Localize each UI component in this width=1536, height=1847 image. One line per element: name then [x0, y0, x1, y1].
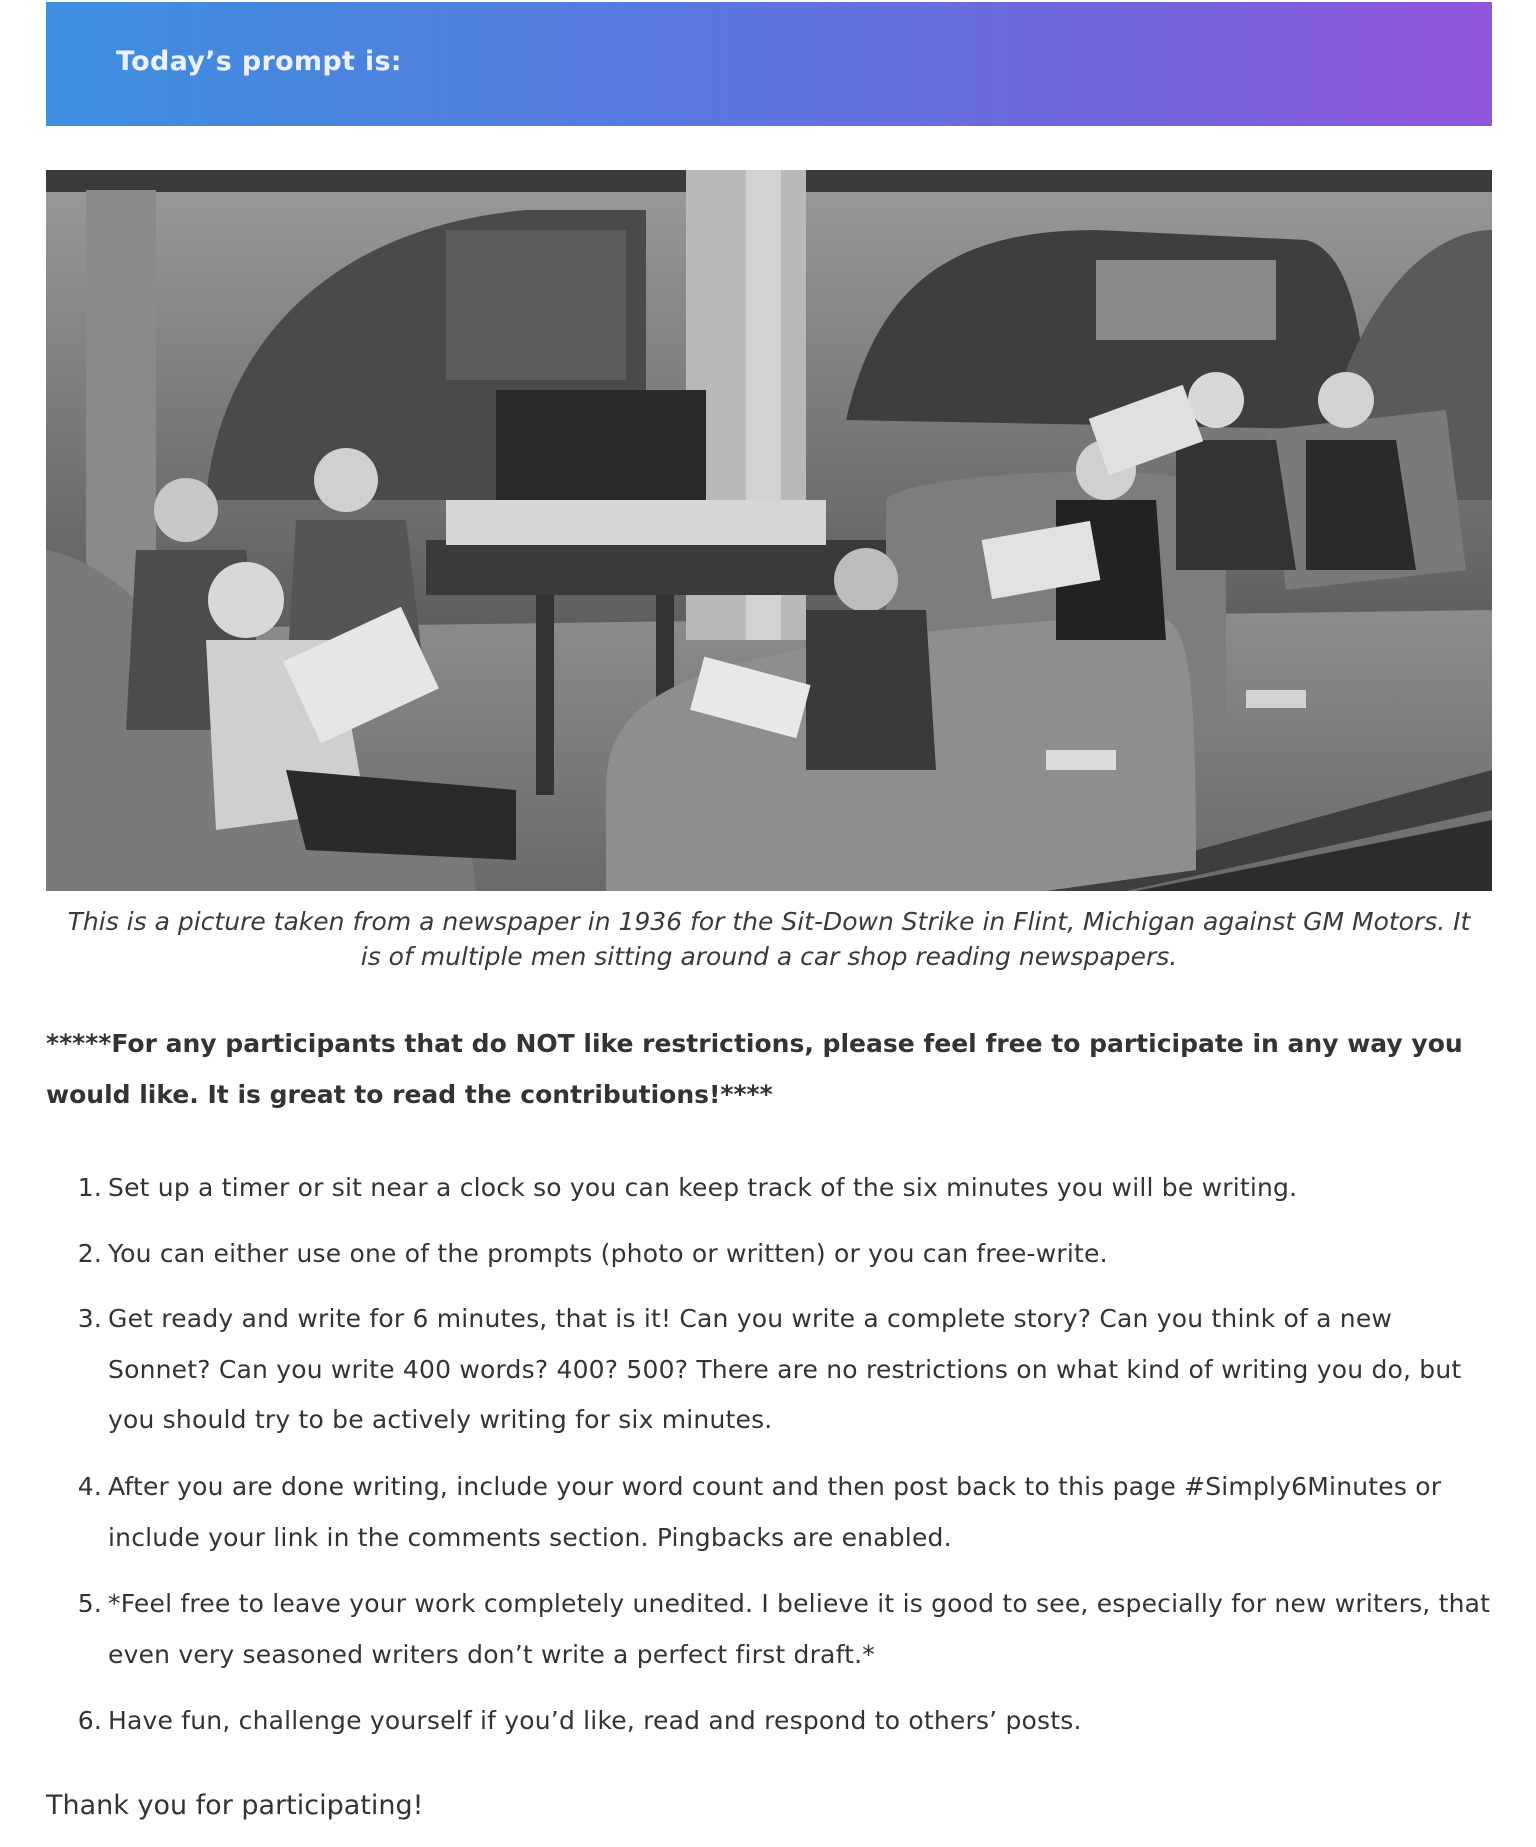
closing-text: Thank you for participating! — [46, 1790, 424, 1821]
list-item — [46, 1578, 1492, 1680]
list-number: 4. — [77, 1471, 102, 1501]
list-number: 2. — [77, 1239, 102, 1268]
photo-illustration — [46, 170, 1492, 891]
list-text: *Feel free to leave your work completely unedited. I believe it is good to see, especially for new writers, that even very seasoned writers don’t write a perfect first draft.* — [108, 1588, 1491, 1669]
banner-title: Today’s prompt is: — [116, 46, 402, 77]
list-text: Set up a timer or sit near a clock so you can keep track of the six minutes you will be writing. — [108, 1173, 1298, 1202]
photo-caption: This is a picture taken from a newspaper in 1936 for the Sit-Down Strike in Flint, Michigan against GM Motors. It is of multiple men sitting around a car shop reading newspapers. — [67, 907, 1471, 971]
list-text: Get ready and write for 6 minutes, that is it! Can you write a complete story? Can you think of a new Sonnet? Can you write 400 words? 400? 500? There are no restrictions on what kind of writing you do, but you should try to be actively writing for six minutes. — [108, 1304, 1462, 1434]
list-text: Have fun, challenge yourself if you’d like, read and respond to others’ posts. — [108, 1705, 1082, 1735]
list-item — [46, 1461, 1492, 1563]
instructions-list — [46, 1162, 1492, 1761]
list-text: You can either use one of the prompts (photo or written) or you can free-write. — [108, 1239, 1108, 1268]
list-text: After you are done writing, include your word count and then post back to this page #Simply6Minutes or include your link in the comments section. Pingbacks are enabled. — [108, 1471, 1442, 1552]
prompt-banner — [46, 2, 1492, 126]
list-item — [46, 1695, 1492, 1746]
list-number: 1. — [77, 1173, 102, 1202]
list-item — [46, 1228, 1492, 1279]
list-item — [46, 1162, 1492, 1213]
list-item — [46, 1294, 1492, 1446]
strike-photo — [46, 170, 1492, 891]
restrictions-notice: *****For any participants that do NOT like restrictions, please feel free to participate in any way you would like. It is great to read the contributions!**** — [46, 1029, 1463, 1109]
list-number: 6. — [77, 1705, 102, 1735]
list-number: 5. — [77, 1588, 102, 1618]
list-number: 3. — [77, 1304, 102, 1333]
